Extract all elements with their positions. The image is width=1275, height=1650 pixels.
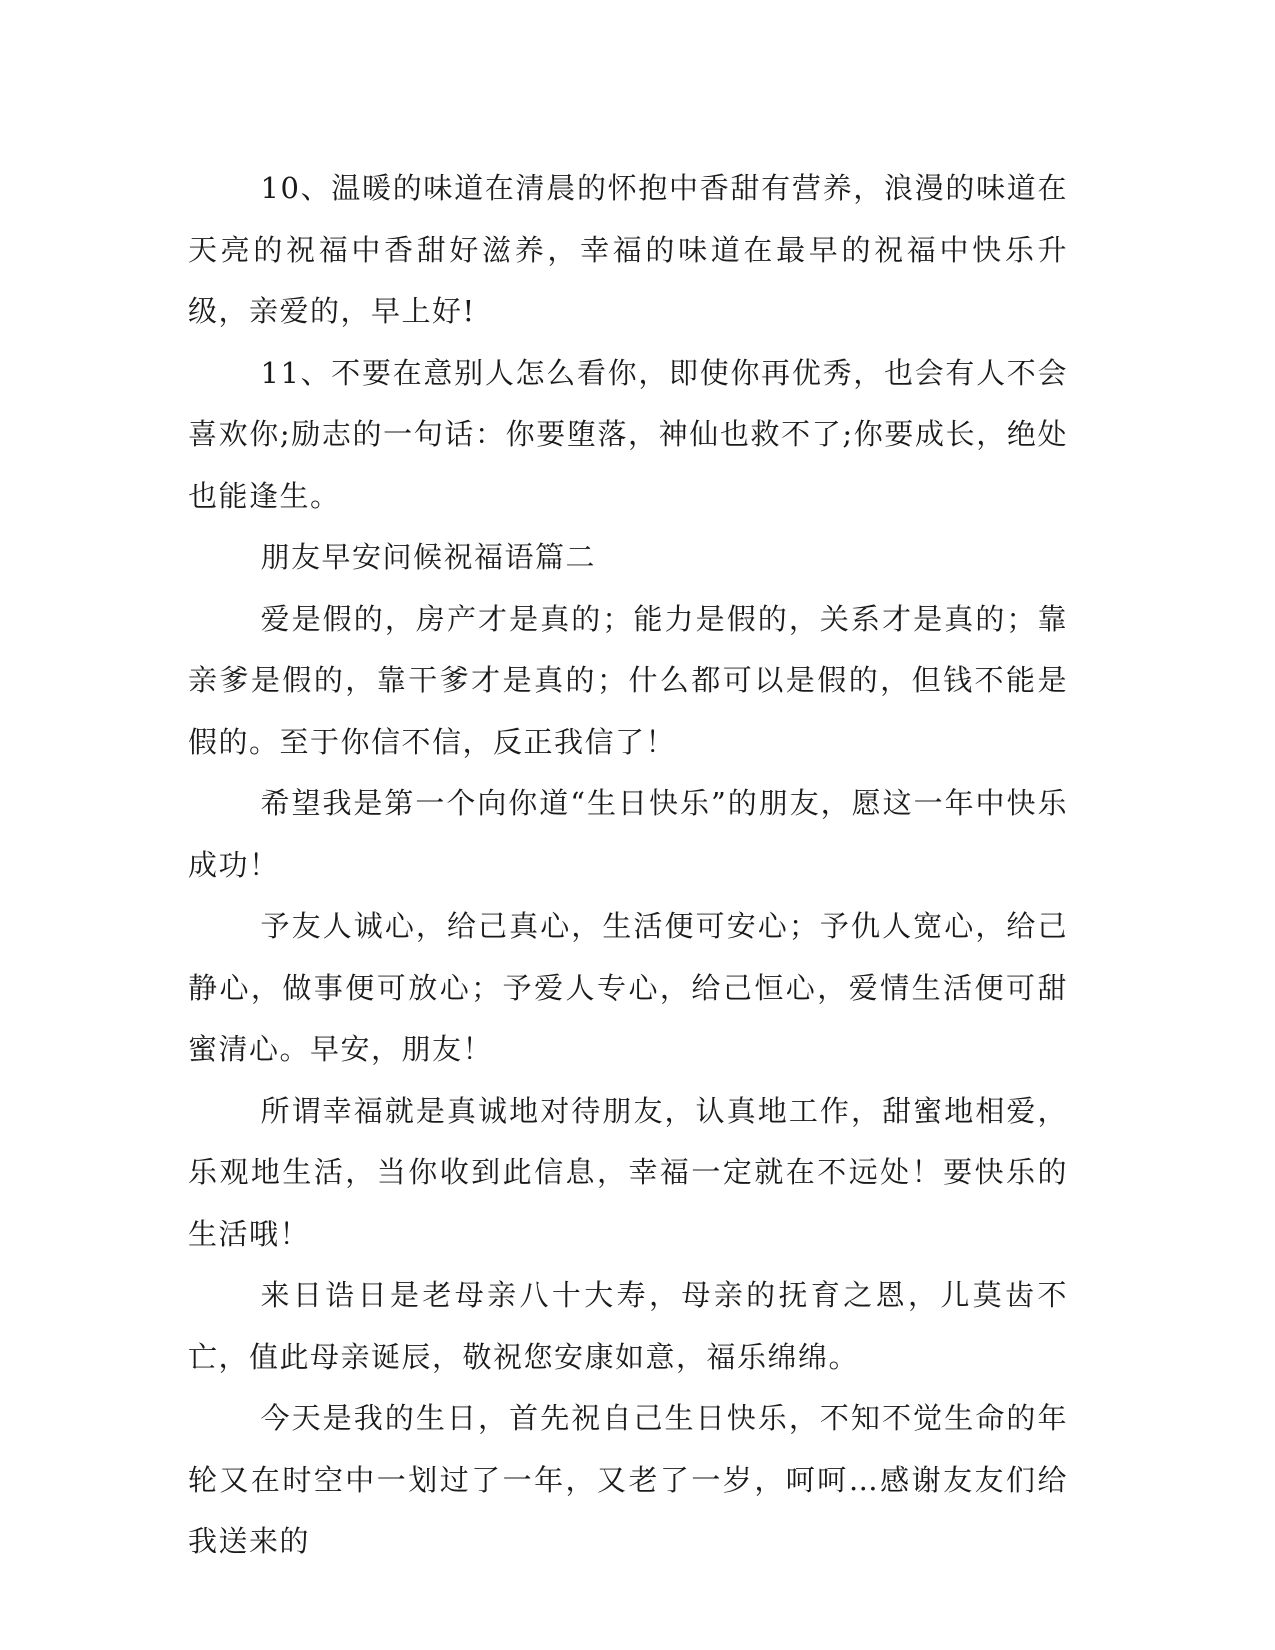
- paragraph-10: 10、温暖的味道在清晨的怀抱中香甜有营养，浪漫的味道在天亮的祝福中香甜好滋养，幸福的味道在最早的祝福中快乐升级，亲爱的，早上好!: [188, 171, 1068, 328]
- section-heading: 朋友早安问候祝福语篇二: [260, 540, 597, 574]
- paragraph-mother-birthday: 来日诰日是老母亲八十大寿，母亲的抚育之恩，儿莫齿不亡，值此母亲诞辰，敬祝您安康如意，福乐绵绵。: [188, 1278, 1068, 1374]
- paragraph-love-fake: 爱是假的，房产才是真的；能力是假的，关系才是真的；靠亲爹是假的，靠干爹才是真的；什么都可以是假的，但钱不能是假的。至于你信不信，反正我信了！: [188, 601, 1068, 759]
- paragraph-sincerity: 予友人诚心，给己真心，生活便可安心；予仇人宽心，给己静心，做事便可放心；予爱人专心，给己恒心，爱情生活便可甜蜜清心。早安，朋友！: [188, 909, 1068, 1066]
- paragraph-11: 11、不要在意别人怎么看你，即使你再优秀，也会有人不会喜欢你;励志的一句话：你要堕落，神仙也救不了;你要成长，绝处也能逢生。: [188, 355, 1068, 513]
- paragraph-happiness: 所谓幸福就是真诚地对待朋友，认真地工作，甜蜜地相爱，乐观地生活，当你收到此信息，幸福一定就在不远处！要快乐的生活哦！: [188, 1093, 1068, 1251]
- paragraph-my-birthday: 今天是我的生日，首先祝自己生日快乐，不知不觉生命的年轮又在时空中一划过了一年，又老了一岁，呵呵…感谢友友们给我送来的: [188, 1401, 1068, 1558]
- paragraph-birthday-wish: 希望我是第一个向你道“生日快乐”的朋友，愿这一年中快乐成功！: [188, 786, 1068, 882]
- document-body: [188, 158, 1068, 1573]
